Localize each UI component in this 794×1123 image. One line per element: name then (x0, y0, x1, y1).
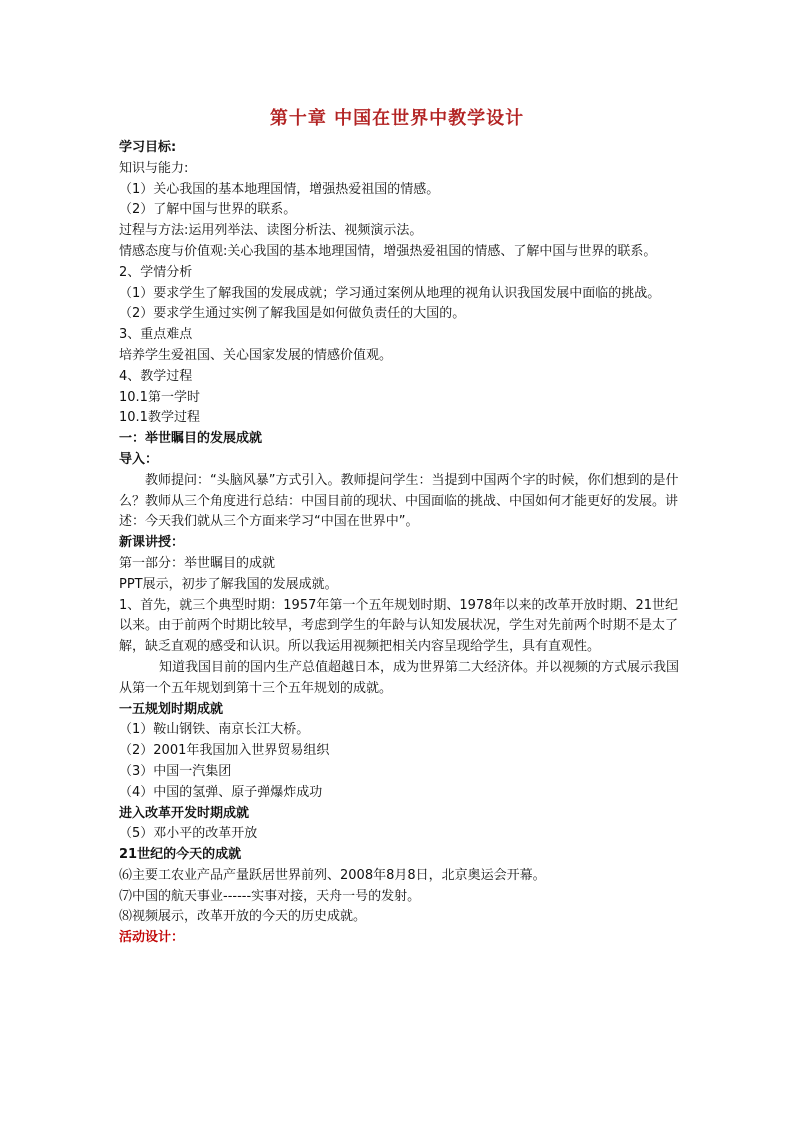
section-heading: 新课讲授： (119, 535, 185, 551)
paragraph: ⑺中国的航天事业------实事对接，天舟一号的发射。 (119, 888, 421, 904)
section-heading: 活动设计： (119, 930, 185, 946)
paragraph: （1）关心我国的基本地理国情，增强热爱祖国的情感。 (119, 181, 440, 197)
paragraph: 3、重点难点 (119, 327, 193, 343)
paragraph: ⑹主要工农业产品产量跃居世界前列、2008年8月8日，北京奥运会开幕。 (119, 867, 546, 883)
paragraph: 第一部分：举世瞩目的成就 (119, 555, 276, 571)
paragraph: 1、首先，就三个典型时期：1957年第一个五年规划时期、1978年以来的改革开放时期、21世纪以来。由于前两个时期比较早，考虑到学生的年龄与认知发展状况，学生对先前两个时期不是太了解，缺乏直观的感受和认识。所以我运用视频把相关内容呈现给学生，具有直观性。 (119, 597, 679, 655)
paragraph: （5）邓小平的改革开放 (119, 826, 258, 842)
paragraph: 4、教学过程 (119, 368, 193, 384)
paragraph: ⑻视频展示，改革开放的今天的历史成就。 (119, 909, 367, 925)
paragraph: 培养学生爱祖国、关心国家发展的情感价值观。 (119, 347, 393, 363)
paragraph: 10.1第一学时 (119, 389, 200, 405)
section-heading: 导入： (119, 451, 159, 467)
section-heading: 21世纪的今天的成就 (119, 847, 242, 863)
paragraph: （1）鞍山钢铁、南京长江大桥。 (119, 722, 310, 738)
paragraph: 情感态度与价值观:关心我国的基本地理国情，增强热爱祖国的情感、了解中国与世界的联系。 (119, 243, 657, 259)
paragraph: （3）中国一汽集团 (119, 763, 232, 779)
paragraph: （2）要求学生通过实例了解我国是如何做负责任的大国的。 (119, 306, 466, 322)
paragraph: 知识与能力: (119, 160, 189, 176)
section-heading: 学习目标: (119, 140, 177, 155)
paragraph: PPT展示，初步了解我国的发展成就。 (119, 576, 338, 592)
paragraph: （2）2001年我国加入世界贸易组织 (119, 743, 330, 759)
section-heading: 一：举世瞩目的发展成就 (119, 431, 263, 447)
section-heading: 进入改革开发时期成就 (119, 805, 250, 821)
paragraph: （2）了解中国与世界的联系。 (119, 202, 297, 218)
document-title: 第十章 中国在世界中教学设计 (269, 108, 525, 129)
paragraph: （1）要求学生了解我国的发展成就；学习通过案例从地理的视角认识我国发展中面临的挑战。 (119, 285, 661, 301)
section-heading: 一五规划时期成就 (119, 701, 224, 717)
paragraph: 教师提问：“头脑风暴”方式引入。教师提问学生：当提到中国两个字的时候，你们想到的是什么？教师从三个角度进行总结：中国目前的现状、中国面临的挑战、中国如何才能更好的发展。讲述：今天我们就从三个方面来学习“中国在世界中”。 (119, 472, 679, 530)
paragraph: 10.1教学过程 (119, 410, 200, 426)
paragraph: （4）中国的氢弹、原子弹爆炸成功 (119, 784, 323, 800)
paragraph: 过程与方法:运用列举法、读图分析法、视频演示法。 (119, 223, 423, 239)
paragraph: 2、学情分析 (119, 264, 193, 280)
document-body (119, 138, 679, 949)
paragraph: 知道我国目前的国内生产总值超越日本，成为世界第二大经济体。并以视频的方式展示我国从第一个五年规划到第十三个五年规划的成就。 (119, 659, 680, 696)
